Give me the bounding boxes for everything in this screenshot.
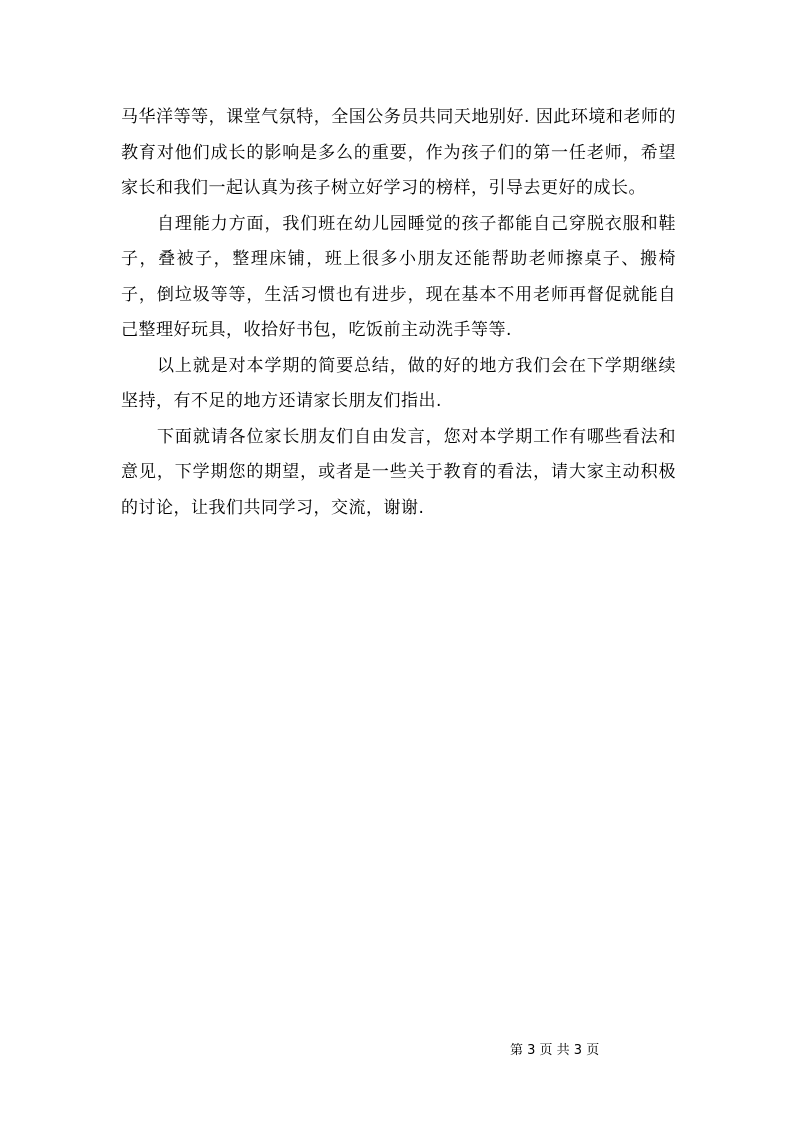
- paragraph-2: 自理能力方面，我们班在幼儿园睡觉的孩子都能自己穿脱衣服和鞋子，叠被子，整理床铺，班上很多小朋友还能帮助老师擦桌子、搬椅子，倒垃圾等等，生活习惯也有进步，现在基本不用老师再督促就能自己整理好玩具，收拾好书包，吃饭前主动洗手等等.: [121, 213, 676, 340]
- document-body: [121, 100, 676, 526]
- paragraph-3: 以上就是对本学期的简要总结，做的好的地方我们会在下学期继续坚持，有不足的地方还请家长朋友们指出.: [121, 355, 676, 411]
- paragraph-1: 马华洋等等，课堂气氛特，全国公务员共同天地别好. 因此环境和老师的教育对他们成长的影响是多么的重要，作为孩子们的第一任老师，希望家长和我们一起认真为孩子树立好学习的榜样，引导去更好的成长。: [121, 107, 676, 198]
- paragraph-4: 下面就请各位家长朋友们自由发言，您对本学期工作有哪些看法和意见，下学期您的期望，或者是一些关于教育的看法，请大家主动积极的讨论，让我们共同学习，交流，谢谢.: [121, 426, 676, 518]
- page-number-footer: 第 3 页 共 3 页: [510, 1043, 600, 1058]
